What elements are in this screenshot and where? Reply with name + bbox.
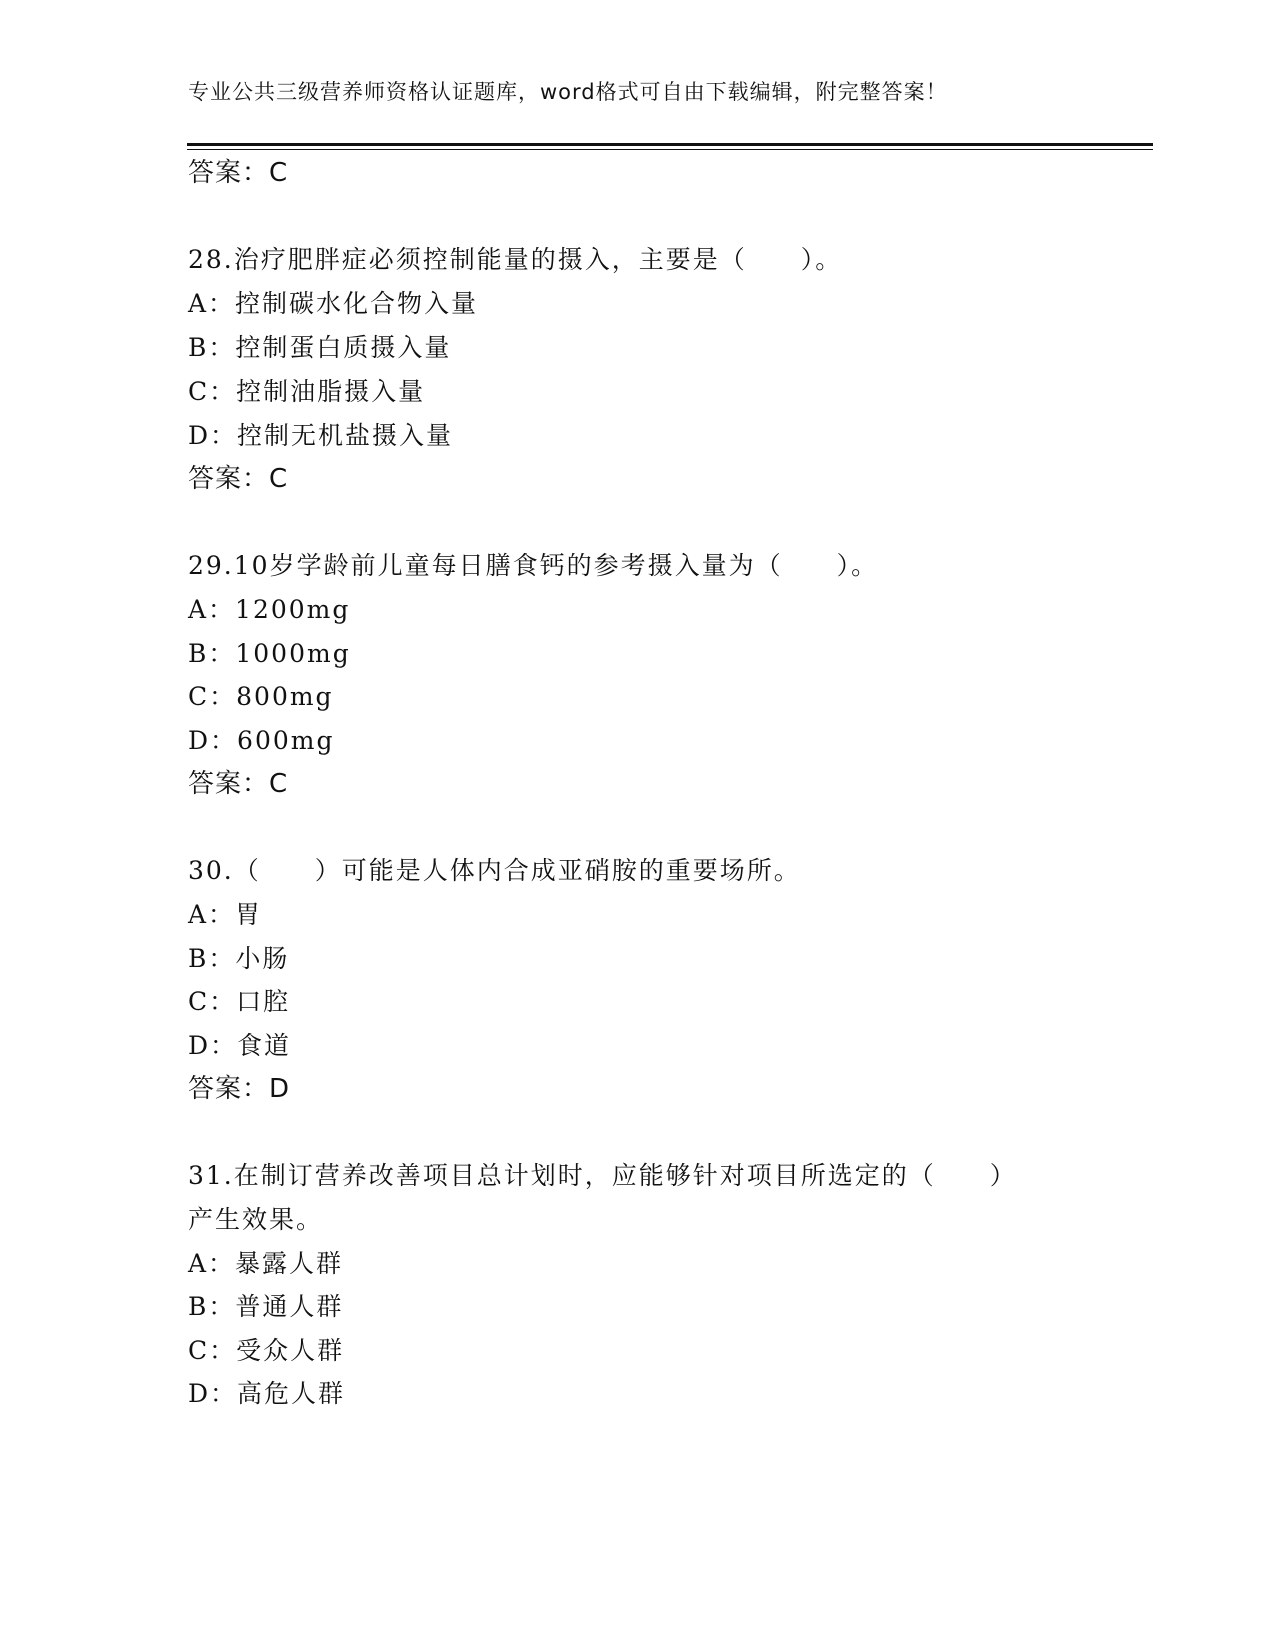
page-header: 专业公共三级营养师资格认证题库，word格式可自由下载编辑，附完整答案！ (188, 80, 948, 104)
question-29-option-a: A：1200mg (188, 595, 351, 624)
question-29-answer: 答案：C (188, 769, 289, 799)
question-28-option-d: D：控制无机盐摄入量 (188, 421, 454, 450)
question-29-option-d: D：600mg (188, 726, 335, 755)
answer-27: 答案：C (188, 158, 289, 188)
question-31-option-a: A：暴露人群 (188, 1249, 344, 1278)
question-30-option-b: B：小肠 (188, 944, 290, 973)
question-28-answer: 答案：C (188, 464, 289, 494)
question-31-option-c: C：受众人群 (188, 1336, 345, 1365)
question-30-answer: 答案：D (188, 1074, 291, 1104)
question-28-option-c: C：控制油脂摄入量 (188, 377, 426, 406)
question-31-option-b: B：普通人群 (188, 1292, 344, 1321)
question-30-option-a: A：胃 (188, 900, 263, 929)
question-29-option-c: C：800mg (188, 682, 334, 711)
question-29-stem: 29.10岁学龄前儿童每日膳食钙的参考摄入量为（ ）。 (188, 551, 879, 580)
question-31-stem-line2: 产生效果。 (188, 1205, 324, 1234)
question-30-option-d: D：食道 (188, 1031, 292, 1060)
header-rule-thin (187, 149, 1153, 150)
question-30-stem: 30.（ ）可能是人体内合成亚硝胺的重要场所。 (188, 856, 801, 885)
question-28-option-a: A：控制碳水化合物入量 (188, 289, 479, 318)
question-29-option-b: B：1000mg (188, 639, 351, 668)
header-rule-thick (187, 143, 1153, 146)
question-28-stem: 28.治疗肥胖症必须控制能量的摄入，主要是（ ）。 (188, 245, 843, 274)
question-28-option-b: B：控制蛋白质摄入量 (188, 333, 452, 362)
question-31-stem-line1: 31.在制订营养改善项目总计划时，应能够针对项目所选定的（ ） (188, 1161, 1017, 1190)
question-31-option-d: D：高危人群 (188, 1379, 346, 1408)
question-30-option-c: C：口腔 (188, 987, 291, 1016)
